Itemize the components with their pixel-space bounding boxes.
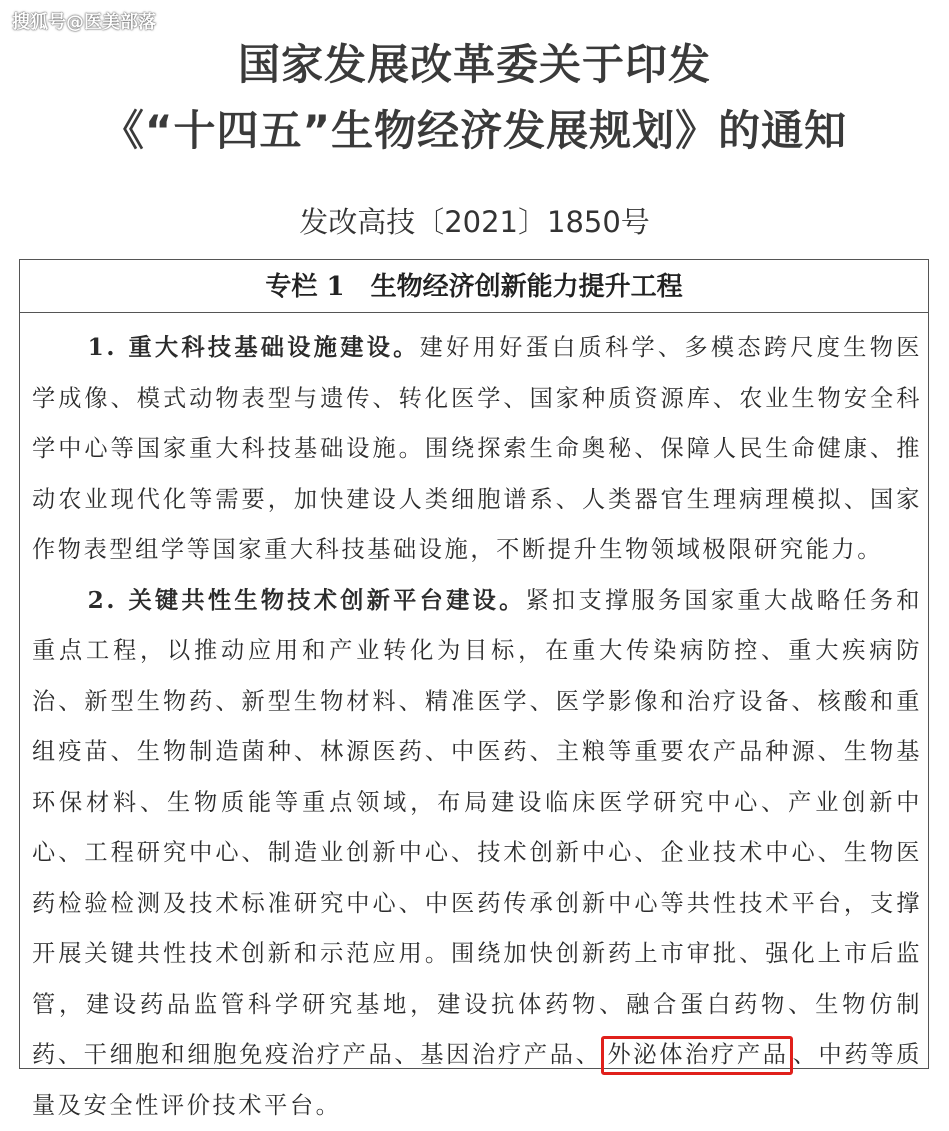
document-title-line-2: 《“十四五”生物经济发展规划》的通知 [0, 98, 949, 158]
item-2-text-before: 紧扣支撑服务国家重大战略任务和重点工程，以推动应用和产业转化为目标，在重大传染病防控、重大疾病防治、新型生物药、新型生物材料、精准医学、医学影像和治疗设备、核酸和重组疫苗、生物制造菌种、林源医药、中医药、主粮等重要农产品种源、生物基环保材料、生物质能等重点领域，布局建设临床医学研究中心、产业创新中心、工程研究中心、制造业创新中心、技术创新中心、企业技术中心、生物医药检验检测及技术标准研究中心、中医药传承创新中心等共性技术平台，支撑开展关键共性技术创新和示范应用。围绕加快创新药上市审批、强化上市后监管，建设药品监管科学研究基地，建设抗体药物、融合蛋白药物、生物仿制药、干细胞和细胞免疫治疗产品、基因治疗产品、 [32, 587, 922, 1069]
item-2-text-after: 、中药等质量及安全性评价技术平台。 [32, 1041, 922, 1119]
item-1-paragraph [32, 323, 922, 576]
column-header: 专栏 1 生物经济创新能力提升工程 [20, 260, 928, 313]
item-2-lead: 2. 关键共性生物技术创新平台建设。 [88, 587, 526, 614]
watermark: 搜狐号@医美部落 [12, 8, 156, 34]
highlighted-phrase: 外泌体治疗产品 [601, 1036, 792, 1075]
column-box [19, 259, 929, 1069]
item-2-paragraph [32, 576, 922, 1131]
item-1-lead: 1. 重大科技基础设施建设。 [88, 334, 420, 361]
document-number: 发改高技〔2021〕1850号 [0, 200, 949, 241]
item-1-text: 建好用好蛋白质科学、多模态跨尺度生物医学成像、模式动物表型与遗传、转化医学、国家种质资源库、农业生物安全科学中心等国家重大科技基础设施。围绕探索生命奥秘、保障人民生命健康、推动农业现代化等需要，加快建设人类细胞谱系、人类器官生理病理模拟、国家作物表型组学等国家重大科技基础设施，不断提升生物领域极限研究能力。 [32, 334, 922, 563]
document-title-line-1: 国家发展改革委关于印发 [0, 32, 949, 92]
column-body [20, 313, 928, 1131]
